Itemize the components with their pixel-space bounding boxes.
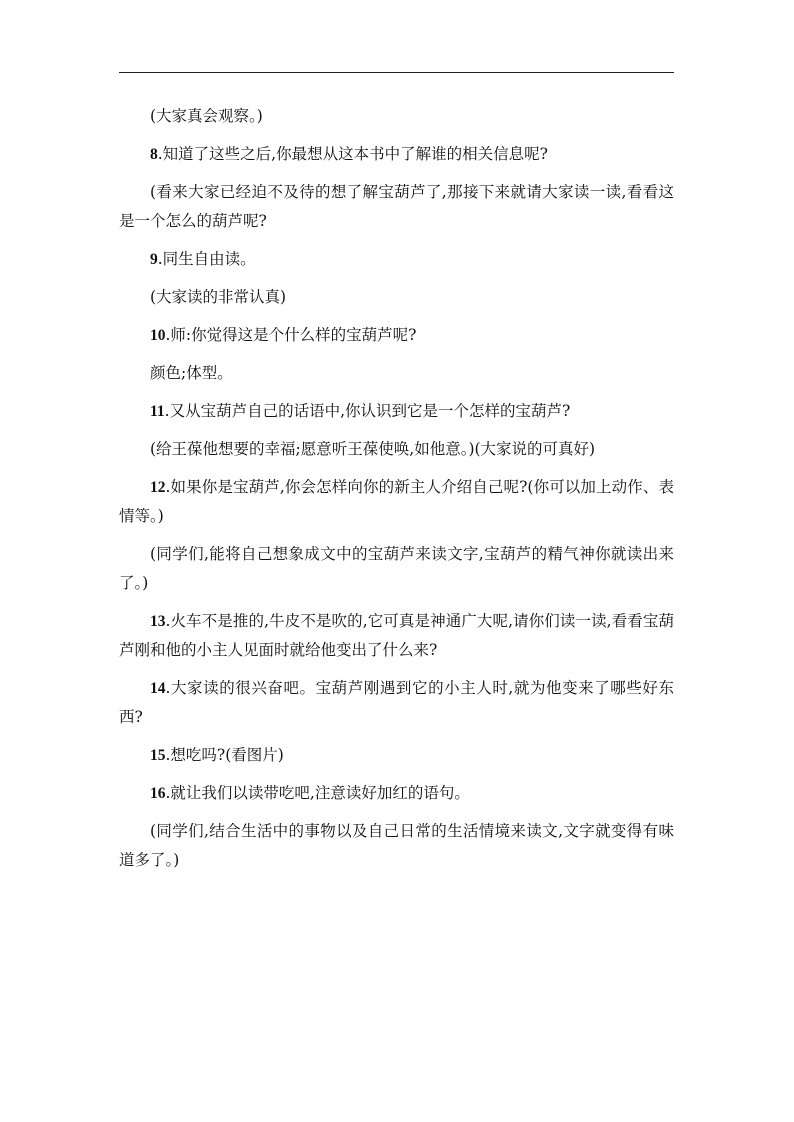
paragraph-text: .知道了这些之后,你最想从这本书中了解谁的相关信息呢? (157, 145, 548, 163)
paragraph-8 (119, 397, 674, 426)
paragraph-13 (119, 674, 674, 732)
paragraph-7 (119, 359, 674, 388)
paragraph-text: .就让我们以读带吃吧,注意读好加红的语句。 (165, 784, 470, 802)
item-number: 8 (150, 146, 158, 163)
paragraph-text: (同学们,能将自己想象成文中的宝葫芦来读文字,宝葫芦的精气神你就读出来了。) (119, 545, 674, 592)
paragraph-text: (大家真会观察。) (150, 107, 263, 125)
paragraph-14 (119, 741, 674, 770)
paragraph-text: (同学们,结合生活中的事物以及自己日常的生活情境来读文,文字就变得有味道多了。) (119, 822, 674, 869)
item-number: 16 (150, 785, 166, 802)
header-rule (119, 72, 674, 73)
paragraph-10 (119, 473, 674, 531)
paragraph-text: .同生自由读。 (157, 250, 256, 268)
paragraph-text: (大家读的非常认真) (150, 288, 287, 306)
paragraph-9 (119, 435, 674, 464)
item-number: 12 (150, 479, 166, 496)
paragraph-text: .火车不是推的,牛皮不是吹的,它可真是神通广大呢,请你们读一读,看看宝葫芦刚和他的小主人见面时就给他变出了什么来? (119, 612, 674, 659)
paragraph-1 (119, 102, 674, 131)
document-body (119, 102, 674, 884)
item-number: 9 (150, 251, 158, 268)
item-number: 11 (150, 403, 165, 420)
paragraph-text: .如果你是宝葫芦,你会怎样向你的新主人介绍自己呢?(你可以加上动作、表情等。) (119, 478, 674, 525)
paragraph-12 (119, 607, 674, 665)
paragraph-11 (119, 540, 674, 598)
item-number: 10 (150, 327, 166, 344)
paragraph-5 (119, 283, 674, 312)
paragraph-3 (119, 178, 674, 236)
item-number: 13 (150, 613, 166, 630)
item-number: 14 (150, 680, 166, 697)
paragraph-text: .又从宝葫芦自己的话语中,你认识到它是一个怎样的宝葫芦? (164, 402, 571, 420)
paragraph-15 (119, 779, 674, 808)
paragraph-text: .师:你觉得这是个什么样的宝葫芦呢? (165, 326, 417, 344)
item-number: 15 (150, 747, 166, 764)
paragraph-text: (看来大家已经迫不及待的想了解宝葫芦了,那接下来就请大家读一读,看看这是一个怎么的葫芦呢? (119, 183, 674, 230)
paragraph-2 (119, 140, 674, 169)
paragraph-4 (119, 245, 674, 274)
paragraph-text: 颜色;体型。 (150, 364, 233, 382)
paragraph-text: .想吃吗?(看图片) (165, 746, 284, 764)
paragraph-6 (119, 321, 674, 350)
paragraph-text: .大家读的很兴奋吧。宝葫芦刚遇到它的小主人时,就为他变来了哪些好东西? (119, 679, 674, 726)
paragraph-text: (给王葆他想要的幸福;愿意听王葆使唤,如他意。)(大家说的可真好) (150, 440, 596, 458)
paragraph-16 (119, 817, 674, 875)
